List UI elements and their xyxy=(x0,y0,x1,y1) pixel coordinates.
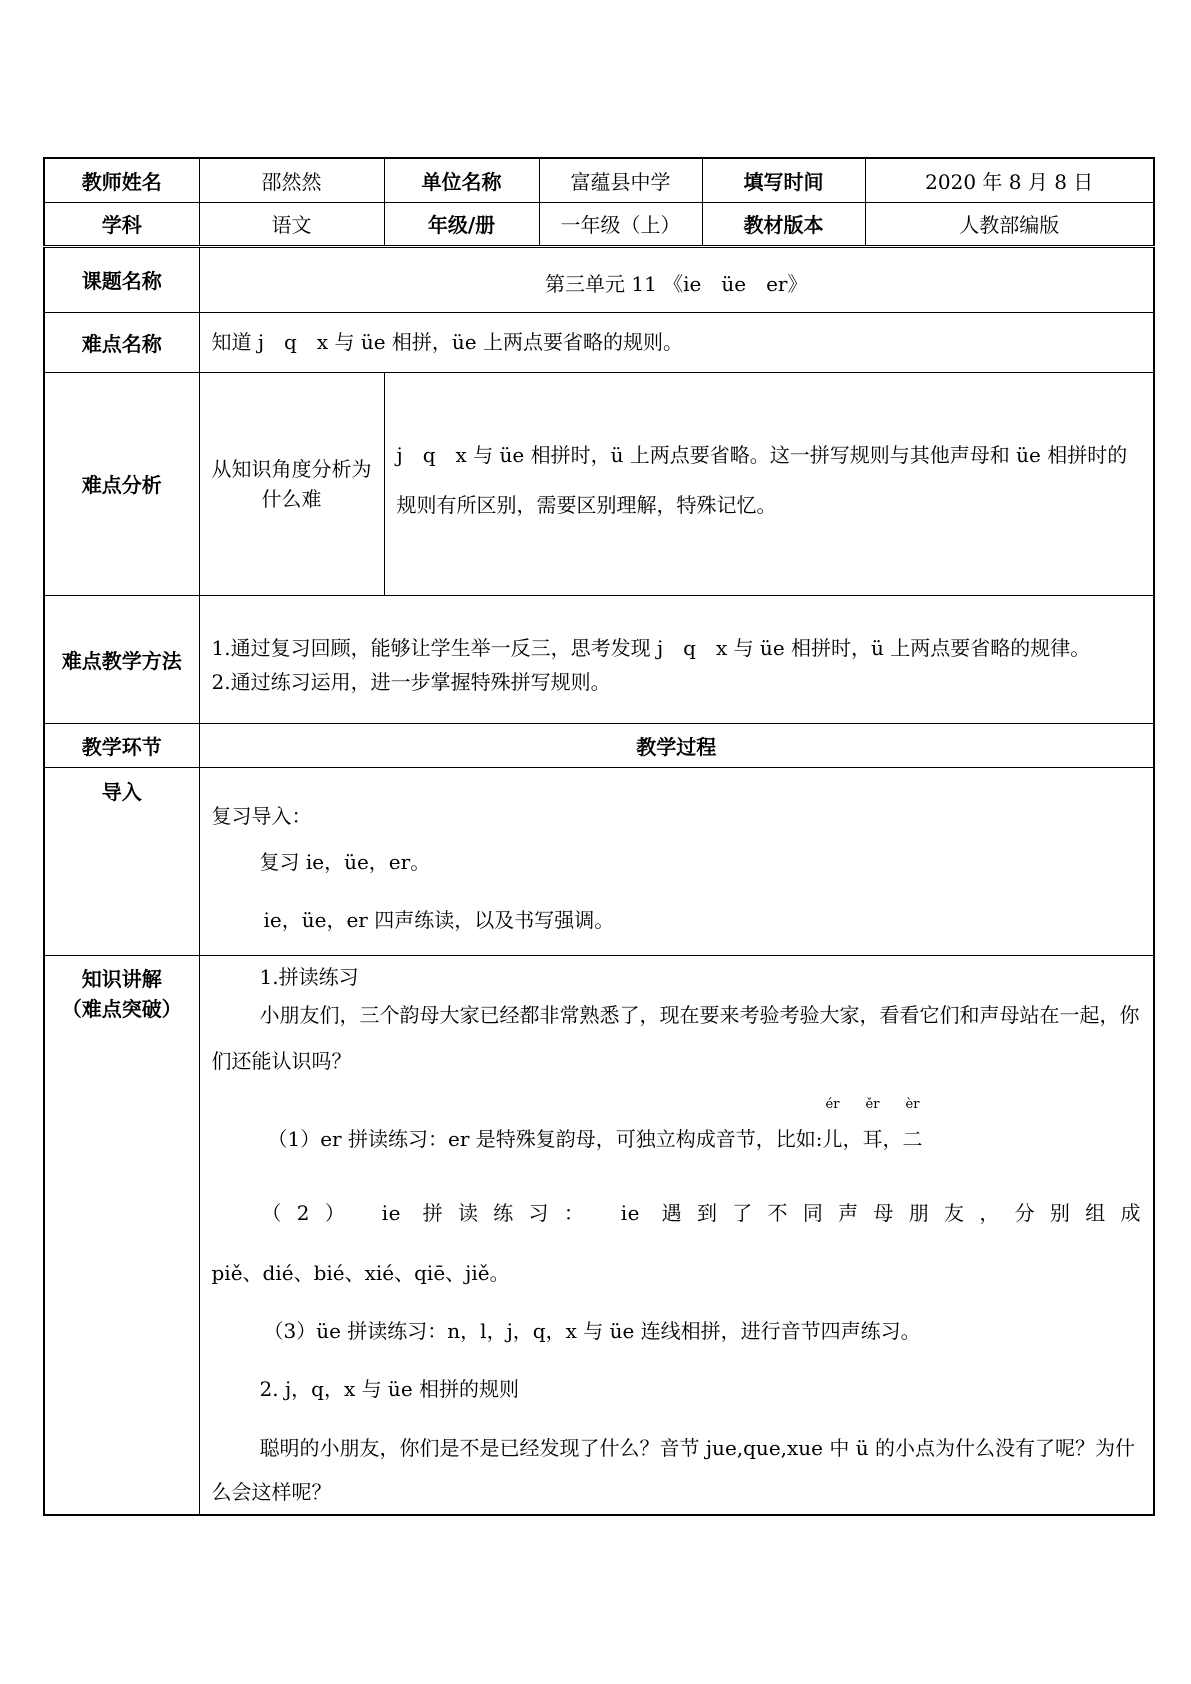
knowledge-paragraph-5: piě、dié、bié、xié、qiē、jiě。 xyxy=(211,1260,510,1285)
difficulty-name-row xyxy=(44,312,1154,372)
difficulty-analysis-row xyxy=(44,372,1154,595)
knowledge-paragraph-3: （1）er 拼读练习：er 是特殊复韵母，可独立构成音节，比如: ér 儿， ěr 耳， èr 二 xyxy=(212,1124,1142,1154)
intro-paragraph-2: 复习 ie，üe，er。 xyxy=(259,849,431,874)
edition-value: 人教部编版 xyxy=(865,202,1154,246)
knowledge-label xyxy=(44,955,199,1515)
er-practice-text: （1）er 拼读练习：er 是特殊复韵母，可独立构成音节，比如: xyxy=(267,1126,823,1151)
pinyin-er-2: ěr xyxy=(865,1096,880,1112)
lesson-plan-table xyxy=(43,157,1155,1516)
difficulty-name-label: 难点名称 xyxy=(44,312,199,372)
lesson-plan-sheet xyxy=(43,157,1153,1516)
date-value: 2020 年 8 月 8 日 xyxy=(865,158,1154,202)
difficulty-analysis-text: j q x 与 üe 相拼时，ü 上两点要省略。这一拼写规则与其他声母和 üe 相拼时的规则有所区别，需要区别理解，特殊记忆。 xyxy=(384,372,1154,595)
intro-label: 导入 xyxy=(44,767,199,955)
subject-value: 语文 xyxy=(199,202,384,246)
teacher-value: 邵然然 xyxy=(199,158,384,202)
knowledge-paragraph-6: （3）üe 拼读练习：n，l，j，q，x 与 üe 连线相拼，进行音节四声练习。 xyxy=(263,1318,921,1343)
process-stage-label: 教学环节 xyxy=(44,723,199,767)
process-header-row xyxy=(44,723,1154,767)
date-label: 填写时间 xyxy=(702,158,865,202)
topic-row xyxy=(44,246,1154,312)
pinyin-er-3: èr xyxy=(905,1096,920,1112)
topic-label: 课题名称 xyxy=(44,246,199,312)
header-row-1 xyxy=(44,158,1154,202)
char-er-2 xyxy=(862,1096,883,1154)
intro-row xyxy=(44,767,1154,955)
han-er-2: 耳 xyxy=(862,1126,883,1151)
unit-label: 单位名称 xyxy=(384,158,539,202)
knowledge-label-line-1: 知识讲解 xyxy=(81,966,162,991)
knowledge-row xyxy=(44,955,1154,1515)
teaching-method-line-1: 1.通过复习回顾，能够让学生举一反三，思考发现 j q x 与 üe 相拼时，ü 上两点要省略的规律。 xyxy=(211,636,1091,660)
knowledge-paragraph-4: （2） ie 拼读练习： ie 遇到了不同声母朋友，分别组成 xyxy=(261,1200,1141,1225)
knowledge-label-line-2: （难点突破） xyxy=(61,996,182,1021)
teaching-method-line-2: 2.通过练习运用，进一步掌握特殊拼写规则。 xyxy=(211,670,611,694)
unit-value: 富蕴县中学 xyxy=(539,158,702,202)
process-title: 教学过程 xyxy=(199,723,1154,767)
intro-paragraph-1: 复习导入： xyxy=(211,803,312,828)
teaching-method-row xyxy=(44,595,1154,723)
han-er-3: 二 xyxy=(902,1126,923,1151)
topic-value: 第三单元 11 《ie üe er》 xyxy=(199,246,1154,312)
grade-label: 年级/册 xyxy=(384,202,539,246)
difficulty-analysis-label: 难点分析 xyxy=(44,372,199,595)
header-row-2 xyxy=(44,202,1154,246)
knowledge-paragraph-2: 小朋友们，三个韵母大家已经都非常熟悉了，现在要来考验考验大家，看看它们和声母站在一起，你们还能认识吗？ xyxy=(211,1002,1140,1073)
knowledge-paragraph-7: 2. j，q，x 与 üe 相拼的规则 xyxy=(259,1376,520,1401)
knowledge-paragraph-1: 1.拼读练习 xyxy=(259,964,359,989)
intro-paragraph-3: ie，üe，er 四声练读，以及书写强调。 xyxy=(263,907,615,932)
pinyin-er-1: ér xyxy=(825,1096,840,1112)
subject-label: 学科 xyxy=(44,202,199,246)
edition-label: 教材版本 xyxy=(702,202,865,246)
han-er-1: 儿 xyxy=(822,1126,843,1151)
char-er-3 xyxy=(902,1096,923,1154)
char-er-1 xyxy=(822,1096,843,1154)
difficulty-analysis-sublabel: 从知识角度分析为什么难 xyxy=(199,372,384,595)
difficulty-name-value: 知道 j q x 与 üe 相拼，üe 上两点要省略的规则。 xyxy=(199,312,1154,372)
teaching-method-label: 难点教学方法 xyxy=(44,595,199,723)
teacher-label: 教师姓名 xyxy=(44,158,199,202)
grade-value: 一年级（上） xyxy=(539,202,702,246)
knowledge-paragraph-8: 聪明的小朋友，你们是不是已经发现了什么？音节 jue,que,xue 中 ü 的小点为什么没有了呢？为什么会这样呢？ xyxy=(211,1435,1135,1504)
